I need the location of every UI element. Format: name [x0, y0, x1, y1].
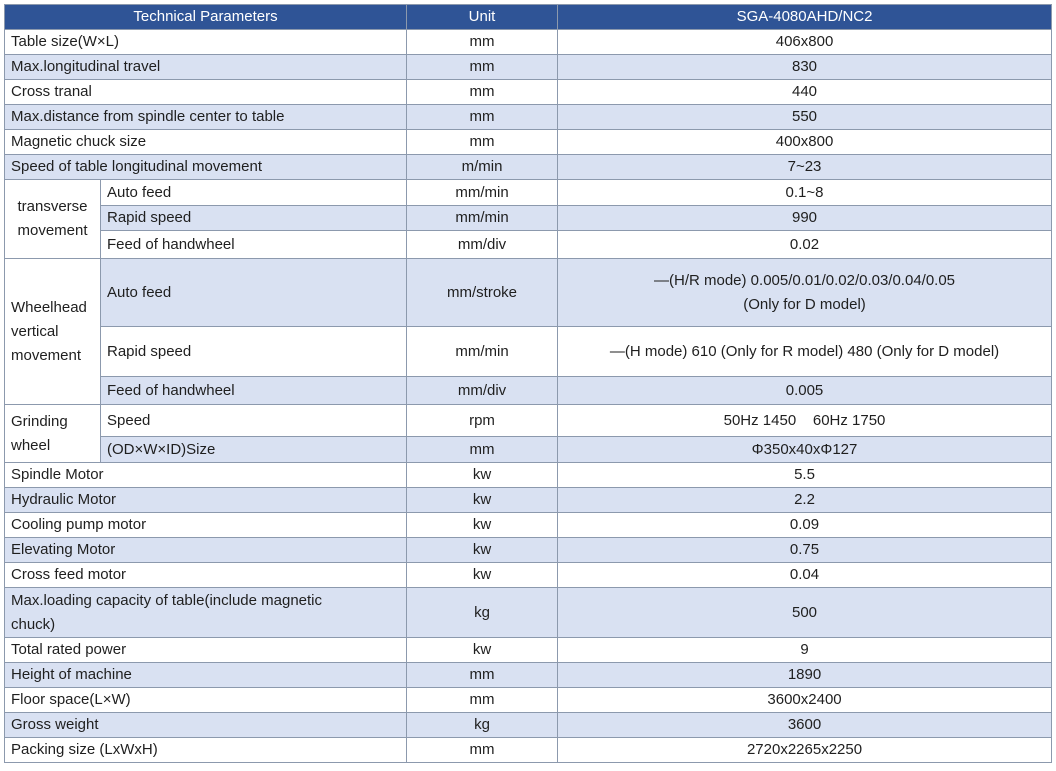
param-label: Gross weight — [5, 713, 407, 738]
param-value: 0.75 — [558, 538, 1052, 563]
param-label: Cross tranal — [5, 80, 407, 105]
label-line: chuck) — [11, 615, 56, 633]
param-unit: mm/stroke — [407, 259, 558, 327]
param-label: Max.distance from spindle center to table — [5, 105, 407, 130]
param-unit: mm/div — [407, 377, 558, 405]
param-unit: rpm — [407, 405, 558, 437]
table-row — [5, 463, 1052, 488]
group-wheelhead-vertical-movement — [5, 259, 101, 405]
param-value: 0.09 — [558, 513, 1052, 538]
param-label: Magnetic chuck size — [5, 130, 407, 155]
param-unit: mm/min — [407, 180, 558, 206]
group-label-line: Wheelhead — [11, 298, 87, 316]
value-line: —(H/R mode) 0.005/0.01/0.02/0.03/0.04/0.05 — [654, 271, 956, 289]
param-value: 5.5 — [558, 463, 1052, 488]
param-label: Feed of handwheel — [101, 231, 407, 259]
group-label-line: vertical — [11, 322, 59, 340]
param-unit: mm/div — [407, 231, 558, 259]
table-row — [5, 437, 1052, 463]
table-row — [5, 130, 1052, 155]
param-value — [558, 259, 1052, 327]
table-row — [5, 563, 1052, 588]
param-value: 406x800 — [558, 30, 1052, 55]
param-unit: mm — [407, 738, 558, 763]
group-label-line: movement — [17, 222, 88, 239]
param-unit: mm — [407, 30, 558, 55]
param-value: —(H mode) 610 (Only for R model) 480 (Only for D model) — [558, 327, 1052, 377]
param-label — [5, 588, 407, 638]
table-row — [5, 105, 1052, 130]
param-value: Φ350x40xΦ127 — [558, 437, 1052, 463]
table-row — [5, 327, 1052, 377]
param-unit: mm — [407, 663, 558, 688]
table-row — [5, 513, 1052, 538]
param-unit: kw — [407, 563, 558, 588]
param-unit: mm/min — [407, 206, 558, 231]
param-value: 0.1~8 — [558, 180, 1052, 206]
header-row — [5, 5, 1052, 30]
table-row — [5, 259, 1052, 327]
param-value: 2720x2265x2250 — [558, 738, 1052, 763]
param-unit: mm/min — [407, 327, 558, 377]
param-value: 50Hz 1450 60Hz 1750 — [558, 405, 1052, 437]
param-value: 440 — [558, 80, 1052, 105]
group-label-line: transverse — [17, 198, 88, 215]
table-row — [5, 377, 1052, 405]
param-label: Total rated power — [5, 638, 407, 663]
param-value: 3600 — [558, 713, 1052, 738]
param-unit: kw — [407, 538, 558, 563]
group-label-line: wheel — [11, 436, 51, 454]
table-row — [5, 713, 1052, 738]
param-value: 500 — [558, 588, 1052, 638]
param-label: Max.longitudinal travel — [5, 55, 407, 80]
param-label: Hydraulic Motor — [5, 488, 407, 513]
param-value: 7~23 — [558, 155, 1052, 180]
param-label: Rapid speed — [101, 327, 407, 377]
table-row — [5, 80, 1052, 105]
label-line: Max.loading capacity of table(include magnetic — [11, 591, 323, 609]
header-model: SGA-4080AHD/NC2 — [558, 5, 1052, 30]
param-label: Auto feed — [101, 180, 407, 206]
group-label-line: movement — [11, 346, 82, 364]
param-value: 0.005 — [558, 377, 1052, 405]
table-row — [5, 738, 1052, 763]
param-value: 990 — [558, 206, 1052, 231]
header-unit: Unit — [407, 5, 558, 30]
table-row — [5, 538, 1052, 563]
param-label: Height of machine — [5, 663, 407, 688]
table-row — [5, 638, 1052, 663]
param-label: Spindle Motor — [5, 463, 407, 488]
param-unit: mm — [407, 80, 558, 105]
param-unit: kg — [407, 588, 558, 638]
header-parameters: Technical Parameters — [5, 5, 407, 30]
table-row — [5, 663, 1052, 688]
param-value: 3600x2400 — [558, 688, 1052, 713]
table-row — [5, 488, 1052, 513]
param-label: Cross feed motor — [5, 563, 407, 588]
param-unit: kw — [407, 463, 558, 488]
param-label: Rapid speed — [101, 206, 407, 231]
param-value: 400x800 — [558, 130, 1052, 155]
table-row — [5, 206, 1052, 231]
param-label: Packing size (LxWxH) — [5, 738, 407, 763]
param-value: 9 — [558, 638, 1052, 663]
param-label: Cooling pump motor — [5, 513, 407, 538]
group-transverse-movement — [5, 180, 101, 259]
group-grinding-wheel — [5, 405, 101, 463]
param-label: Table size(W×L) — [5, 30, 407, 55]
table-row — [5, 588, 1052, 638]
param-unit: kw — [407, 638, 558, 663]
param-value: 550 — [558, 105, 1052, 130]
param-value: 0.02 — [558, 231, 1052, 259]
param-label: Elevating Motor — [5, 538, 407, 563]
param-label: (OD×W×ID)Size — [101, 437, 407, 463]
param-unit: mm — [407, 688, 558, 713]
param-value: 0.04 — [558, 563, 1052, 588]
param-unit: kw — [407, 513, 558, 538]
technical-parameters-table — [4, 4, 1052, 763]
table-row — [5, 30, 1052, 55]
value-line: (Only for D model) — [743, 295, 866, 313]
param-label: Auto feed — [101, 259, 407, 327]
param-unit: kg — [407, 713, 558, 738]
param-label: Floor space(L×W) — [5, 688, 407, 713]
param-unit: m/min — [407, 155, 558, 180]
param-unit: mm — [407, 130, 558, 155]
param-label: Speed of table longitudinal movement — [5, 155, 407, 180]
table-row — [5, 155, 1052, 180]
table-row — [5, 231, 1052, 259]
param-unit: kw — [407, 488, 558, 513]
param-unit: mm — [407, 55, 558, 80]
table-row — [5, 688, 1052, 713]
table-row — [5, 180, 1052, 206]
param-label: Feed of handwheel — [101, 377, 407, 405]
param-unit: mm — [407, 437, 558, 463]
param-label: Speed — [101, 405, 407, 437]
table-row — [5, 405, 1052, 437]
param-unit: mm — [407, 105, 558, 130]
param-value: 830 — [558, 55, 1052, 80]
group-label-line: Grinding — [11, 412, 68, 430]
param-value: 1890 — [558, 663, 1052, 688]
param-value: 2.2 — [558, 488, 1052, 513]
table-row — [5, 55, 1052, 80]
